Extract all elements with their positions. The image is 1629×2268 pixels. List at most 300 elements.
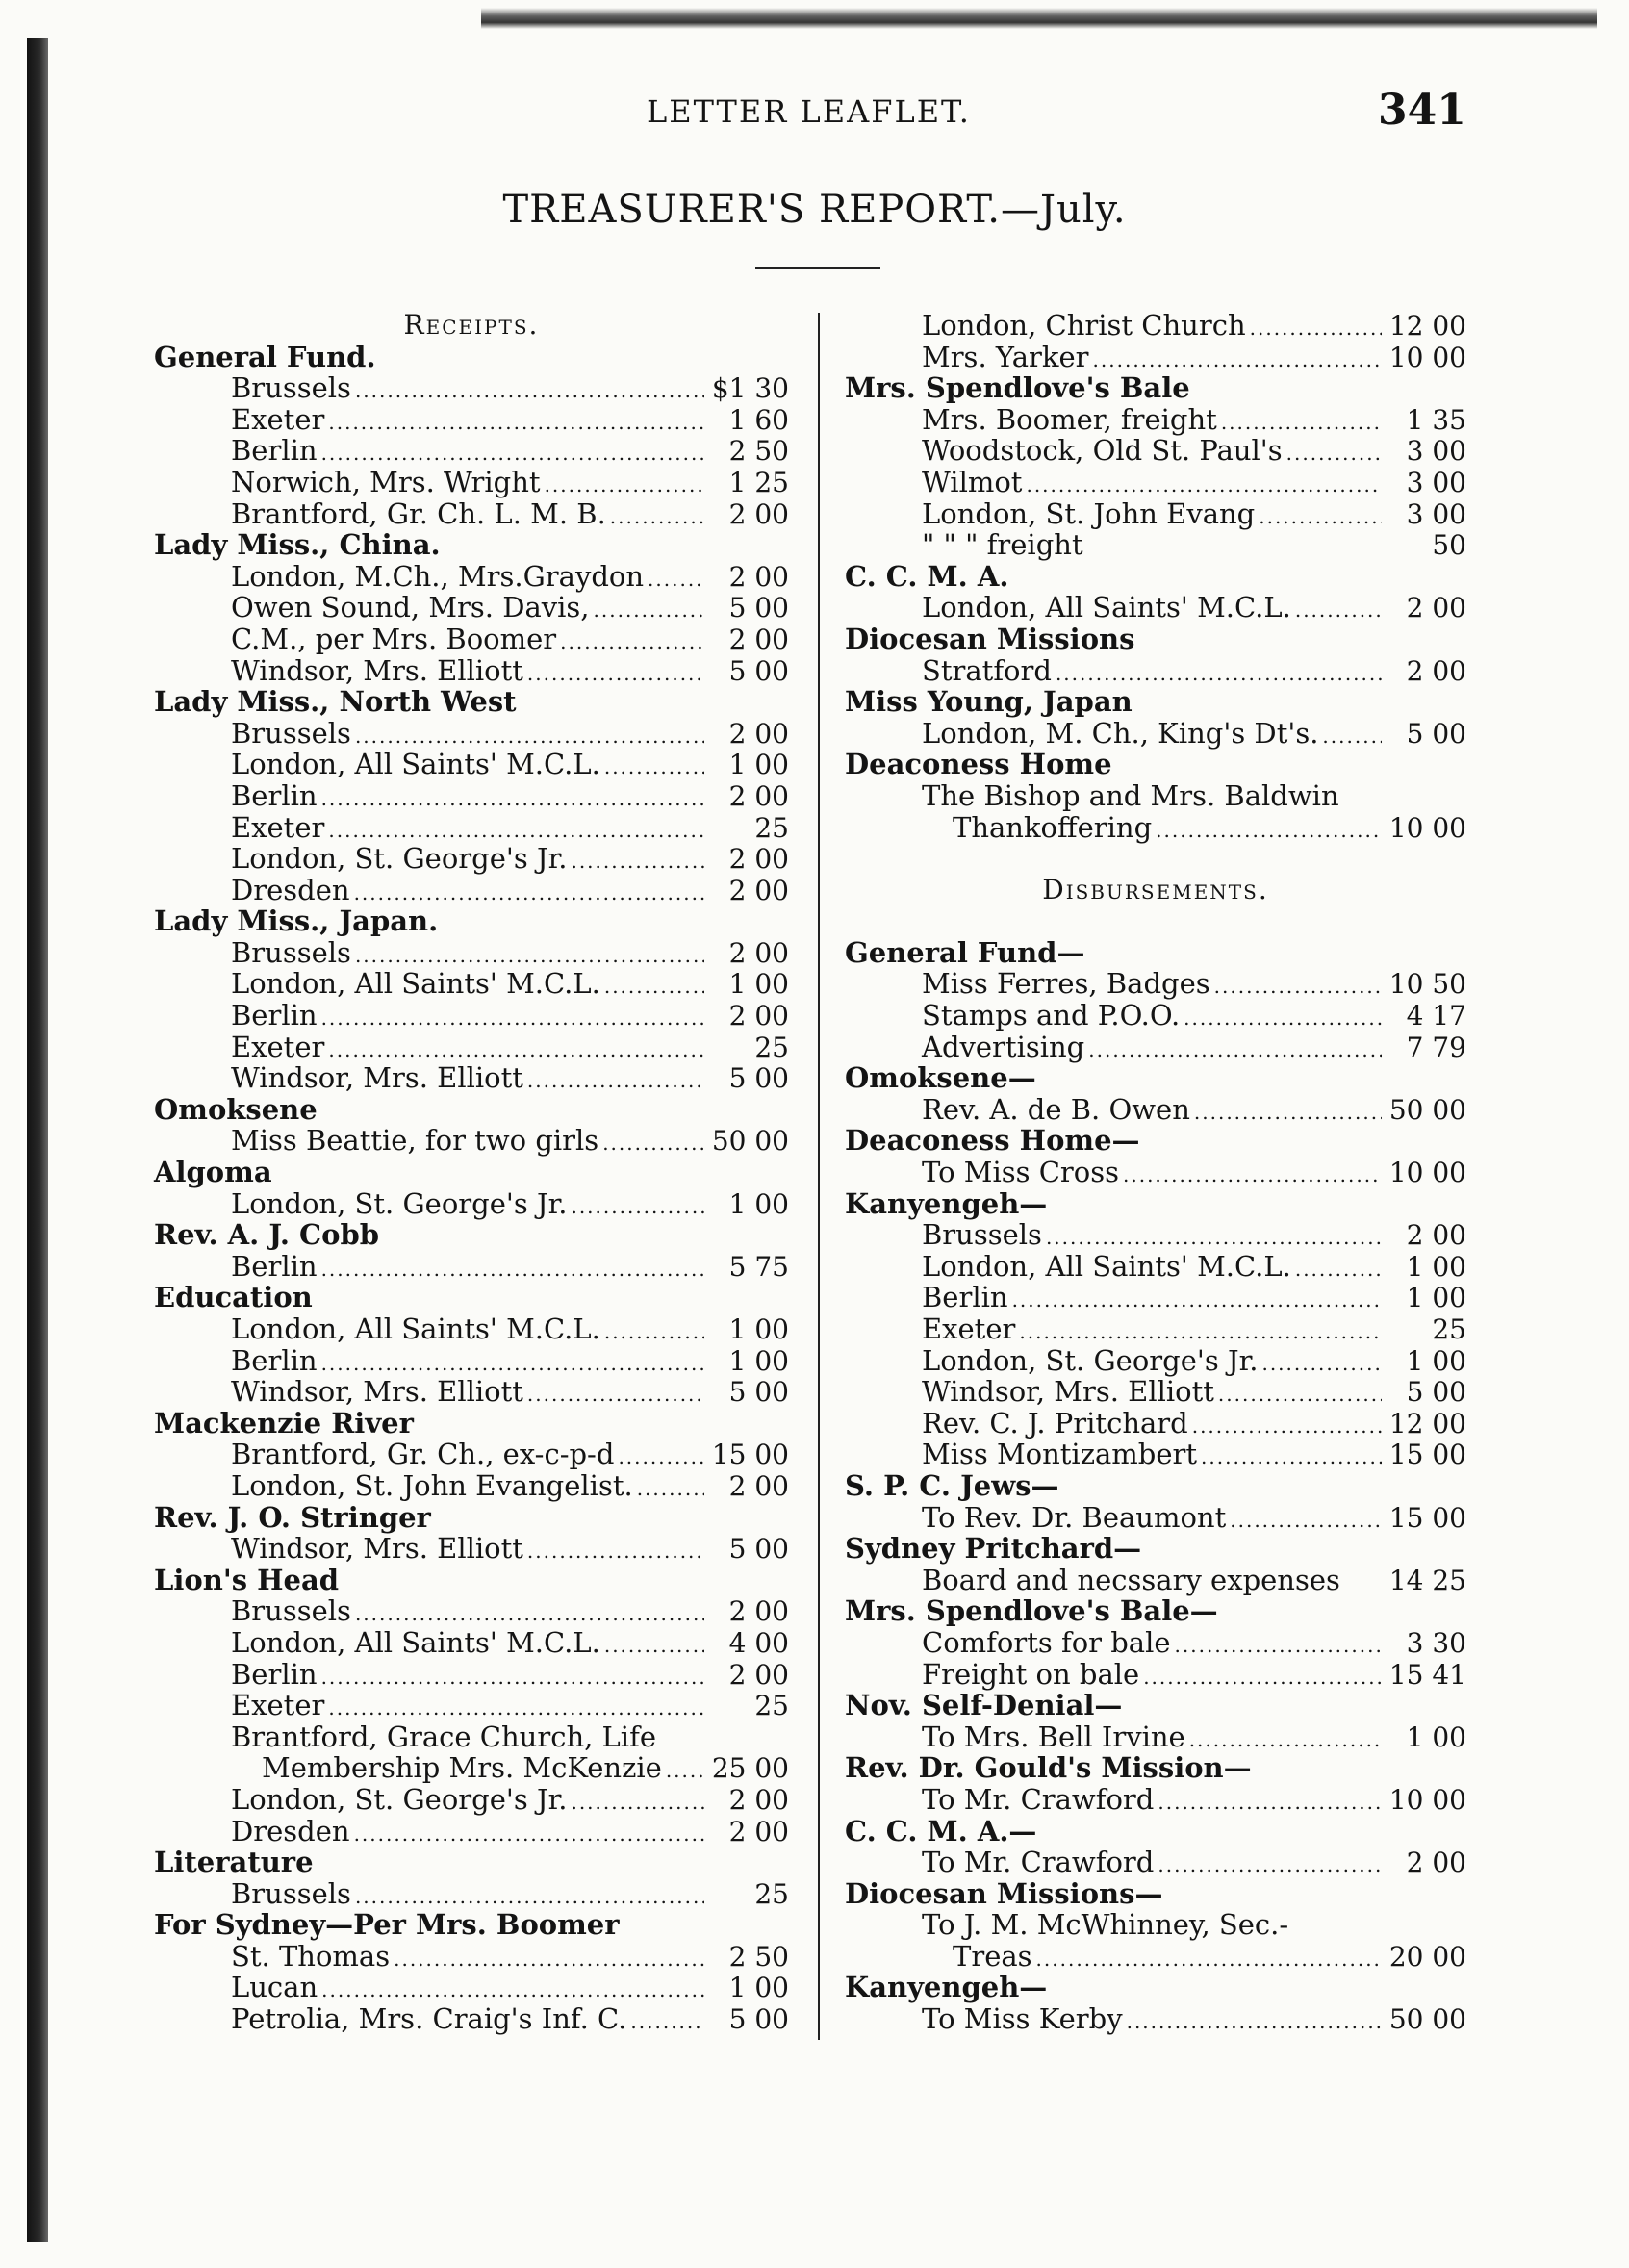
entry-amount: 50 00 — [711, 1125, 789, 1158]
dot-leader — [328, 1693, 704, 1724]
dot-leader — [648, 564, 704, 596]
entry-name: Berlin — [231, 434, 318, 468]
entry-name: Board and necssary expenses — [922, 1563, 1340, 1596]
entry-amount: 4 00 — [728, 1626, 789, 1659]
entry-name: Wilmot — [922, 465, 1023, 498]
ledger-entry — [845, 1721, 1466, 1753]
entry-name: London, M. Ch., King's Dt's. — [922, 716, 1319, 750]
fund-heading: Diocesan Missions— — [845, 1876, 1163, 1910]
entry-name: London, All Saints' M.C.L. — [231, 967, 600, 1001]
entry-amount: 1 00 — [728, 1344, 789, 1377]
entry-name: Exeter — [231, 810, 325, 844]
fund-heading: Deaconess Home — [845, 748, 1112, 781]
ledger-entry — [154, 592, 789, 624]
fund-heading: Rev. Dr. Gould's Mission— — [845, 1751, 1252, 1785]
dot-leader — [1214, 971, 1382, 1003]
fund-heading: Kanyengeh— — [845, 1186, 1048, 1220]
ledger-entry — [845, 1627, 1466, 1659]
section-heading: Receipts. — [403, 309, 540, 341]
dot-leader — [571, 1191, 704, 1223]
dot-leader — [666, 1755, 704, 1787]
entry-amount: 2 50 — [728, 435, 789, 468]
dot-leader — [527, 1065, 704, 1097]
fund-heading: Lady Miss., China. — [154, 528, 441, 562]
entry-text-line — [154, 1721, 789, 1753]
entry-amount: 2 00 — [728, 717, 789, 750]
dot-leader — [1250, 313, 1382, 344]
entry-name: London, All Saints' M.C.L. — [231, 748, 600, 781]
ledger-entry — [154, 1659, 789, 1691]
column-divider — [818, 313, 820, 2040]
ledger-entry — [845, 1659, 1466, 1691]
entry-name: Exeter — [231, 1030, 325, 1063]
dot-leader — [1295, 595, 1382, 626]
dot-leader — [545, 470, 704, 501]
running-head — [0, 86, 1629, 149]
dot-leader — [604, 1316, 704, 1348]
entry-amount: 15 00 — [1388, 1439, 1466, 1471]
continuation-column — [845, 310, 1466, 2035]
entry-name: Windsor, Mrs. Elliott — [922, 1375, 1214, 1409]
fund-heading: Omoksene— — [845, 1061, 1036, 1095]
scan-binding-edge — [27, 38, 48, 2242]
entry-amount: $1 30 — [711, 372, 789, 405]
ledger-entry — [845, 435, 1466, 467]
entry-amount: 2 00 — [728, 560, 789, 593]
dot-leader — [1194, 1097, 1382, 1129]
dot-leader — [321, 1254, 704, 1286]
ledger-entry — [154, 968, 789, 1000]
entry-amount: 15 00 — [711, 1439, 789, 1471]
entry-amount: 5 00 — [728, 1376, 789, 1409]
dot-leader — [1295, 1254, 1382, 1286]
entry-amount: 1 25 — [728, 466, 789, 498]
entry-amount: 10 00 — [1388, 341, 1466, 373]
dot-leader — [1156, 815, 1382, 847]
entry-amount: 2 00 — [728, 497, 789, 530]
ledger-entry — [154, 561, 789, 593]
fund-heading: Sydney Pritchard— — [845, 1532, 1142, 1566]
entry-amount: 5 00 — [1406, 717, 1466, 750]
entry-amount: 2 00 — [1406, 1219, 1466, 1252]
entry-name: To Mr. Crawford — [922, 1846, 1155, 1879]
entry-amount: 4 17 — [1406, 1000, 1466, 1032]
entry-name: Treas — [953, 1939, 1032, 1973]
ledger-entry — [154, 1345, 789, 1377]
ledger-entry — [845, 1345, 1466, 1377]
fund-heading: Algoma — [154, 1156, 272, 1189]
entry-name: Windsor, Mrs. Elliott — [231, 653, 523, 687]
entry-amount: 15 00 — [1388, 1501, 1466, 1534]
ledger-entry — [154, 749, 789, 780]
entry-name: Brussels — [231, 371, 351, 405]
ledger-entry — [845, 718, 1466, 750]
entry-amount: 20 00 — [1388, 1940, 1466, 1973]
dot-leader — [1192, 1411, 1382, 1442]
entry-name: Mrs. Yarker — [922, 340, 1089, 373]
dot-leader — [1123, 1159, 1382, 1191]
ledger-entry — [154, 1062, 789, 1094]
scan-top-edge — [481, 8, 1597, 29]
entry-name: London, All Saints' M.C.L. — [922, 1249, 1291, 1283]
ledger-entry — [845, 2003, 1466, 2035]
dot-leader — [321, 1003, 704, 1034]
ledger-entry — [154, 1878, 789, 1910]
fund-heading: Lion's Head — [154, 1563, 340, 1596]
ledger-entry — [845, 812, 1466, 844]
dot-leader — [1036, 1944, 1382, 1975]
entry-name: London, Christ Church — [922, 309, 1246, 342]
entry-amount: 2 00 — [728, 1000, 789, 1032]
entry-name: To Rev. Dr. Beaumont — [922, 1500, 1227, 1534]
entry-amount: 2 00 — [728, 623, 789, 655]
fund-heading: C. C. M. A. — [845, 559, 1009, 593]
section-heading: Disbursements. — [1042, 873, 1269, 905]
fund-heading: C. C. M. A.— — [845, 1814, 1037, 1848]
entry-name: St. Thomas — [231, 1939, 391, 1973]
entry-amount: 14 25 — [1388, 1564, 1466, 1596]
entry-name: Berlin — [231, 1249, 318, 1283]
entry-name: Windsor, Mrs. Elliott — [231, 1061, 523, 1095]
entry-name: Brantford, Grace Church, Life — [231, 1720, 656, 1753]
entry-name: Berlin — [922, 1281, 1008, 1314]
ledger-entry — [845, 310, 1466, 342]
entry-name: Advertising — [922, 1030, 1085, 1063]
dot-leader — [1012, 1285, 1382, 1316]
ledger-entry — [154, 404, 789, 436]
fund-heading: Miss Young, Japan — [845, 685, 1133, 719]
ledger-entry — [845, 1251, 1466, 1283]
ledger-entry — [845, 1784, 1466, 1816]
entry-name: Comforts for bale — [922, 1625, 1171, 1659]
entry-name: Exeter — [922, 1312, 1016, 1345]
ledger-entry — [845, 1847, 1466, 1878]
entry-amount: 1 00 — [728, 749, 789, 781]
fund-heading: General Fund. — [154, 340, 376, 373]
entry-amount: 3 00 — [1406, 466, 1466, 498]
ledger-entry — [154, 655, 789, 687]
entry-name: Brussels — [231, 935, 351, 969]
entry-name: C.M., per Mrs. Boomer — [231, 622, 557, 655]
fund-heading: Education — [154, 1281, 313, 1314]
spacer — [845, 905, 1466, 937]
entry-amount: 1 00 — [728, 968, 789, 1001]
entry-name: Windsor, Mrs. Elliott — [231, 1532, 523, 1566]
dot-leader — [321, 1662, 704, 1694]
fund-heading: General Fund— — [845, 935, 1085, 969]
ledger-entry — [154, 1188, 789, 1220]
entry-name: London, All Saints' M.C.L. — [231, 1625, 600, 1659]
entry-amount: 3 30 — [1406, 1626, 1466, 1659]
dot-leader — [354, 1819, 704, 1850]
dot-leader — [527, 658, 704, 690]
entry-amount: 1 00 — [728, 1187, 789, 1220]
ledger-entry — [845, 655, 1466, 687]
entry-amount: 1 00 — [1406, 1250, 1466, 1283]
entry-name: Rev. A. de B. Owen — [922, 1092, 1190, 1126]
entry-name: To Mr. Crawford — [922, 1782, 1155, 1816]
dot-leader — [1261, 1348, 1382, 1380]
entry-amount: 5 00 — [728, 2003, 789, 2036]
ledger-entry — [845, 1313, 1466, 1345]
entry-name: Membership Mrs. McKenzie — [262, 1751, 662, 1785]
dot-leader — [355, 375, 704, 407]
entry-amount: 3 00 — [1406, 497, 1466, 530]
fund-heading: Nov. Self-Denial— — [845, 1689, 1123, 1722]
entry-name: Stamps and P.O.O. — [922, 999, 1181, 1032]
ledger-entry — [154, 624, 789, 655]
entry-amount: 5 00 — [728, 1533, 789, 1566]
entry-amount: 2 00 — [728, 936, 789, 969]
entry-amount: 1 00 — [1406, 1720, 1466, 1753]
fund-heading: For Sydney—Per Mrs. Boomer — [154, 1908, 620, 1942]
entry-amount: 25 — [754, 1031, 789, 1063]
ledger-entry — [154, 435, 789, 467]
ledger-entry — [154, 812, 789, 844]
ledger-entry — [154, 1816, 789, 1848]
fund-heading: Diocesan Missions — [845, 622, 1135, 655]
entry-text-line — [845, 1909, 1466, 1941]
dot-leader — [1259, 501, 1382, 533]
fund-heading: Omoksene — [154, 1092, 318, 1126]
page-number: 341 — [1378, 86, 1466, 135]
ledger-entry — [154, 1972, 789, 2003]
entry-name: London, M.Ch., Mrs.Graydon — [231, 559, 645, 593]
entry-name: Mrs. Boomer, freight — [922, 402, 1217, 436]
ledger-entry — [845, 1565, 1466, 1596]
ledger-entry — [845, 529, 1466, 561]
ledger-entry — [154, 1752, 789, 1784]
dot-leader — [1158, 1787, 1382, 1819]
spacer — [845, 843, 1466, 875]
dot-leader — [1175, 1630, 1382, 1662]
dot-leader — [321, 783, 704, 815]
entry-amount: 12 00 — [1388, 1407, 1466, 1440]
entry-amount: 2 00 — [728, 1815, 789, 1848]
ledger-entry — [845, 1408, 1466, 1440]
fund-heading: Rev. J. O. Stringer — [154, 1500, 431, 1534]
ledger-entry — [154, 1032, 789, 1063]
fund-heading: Lady Miss., Japan. — [154, 905, 439, 938]
entry-amount: 5 00 — [728, 1062, 789, 1095]
entry-name: Lucan — [231, 1971, 318, 2004]
entry-amount: 1 35 — [1406, 403, 1466, 436]
ledger-entry — [154, 1125, 789, 1157]
entry-amount: 25 — [754, 811, 789, 844]
ledger-entry — [154, 1313, 789, 1345]
ledger-entry — [845, 1502, 1466, 1534]
ledger-entry — [845, 1032, 1466, 1063]
entry-amount: 2 00 — [728, 843, 789, 876]
entry-name: To Miss Kerby — [922, 2002, 1123, 2036]
entry-name: Brussels — [231, 1876, 351, 1910]
entry-amount: 1 00 — [1406, 1344, 1466, 1377]
fund-heading: Mrs. Spendlove's Bale— — [845, 1594, 1218, 1628]
entry-name: The Bishop and Mrs. Baldwin — [922, 778, 1339, 812]
entry-name: Berlin — [231, 999, 318, 1032]
fund-heading: Kanyengeh— — [845, 1971, 1048, 2004]
entry-amount: 15 41 — [1388, 1658, 1466, 1691]
entry-amount: 1 00 — [728, 1313, 789, 1345]
ledger-entry — [845, 1094, 1466, 1126]
ledger-entry — [154, 1533, 789, 1565]
dot-leader — [1218, 1379, 1382, 1411]
ledger-entry — [154, 498, 789, 530]
entry-name: Rev. C. J. Pritchard — [922, 1406, 1188, 1440]
entry-amount: 25 00 — [711, 1752, 789, 1785]
entry-amount: 25 — [1432, 1313, 1466, 1345]
ledger-entry — [154, 937, 789, 969]
ledger-entry — [154, 1251, 789, 1283]
dot-leader — [1322, 721, 1382, 752]
entry-name: Exeter — [231, 402, 325, 436]
ledger-entry — [154, 718, 789, 750]
ledger-entry — [845, 968, 1466, 1000]
entry-amount: 2 00 — [728, 1658, 789, 1691]
dot-leader — [1158, 1849, 1382, 1881]
entry-name: London, St. George's Jr. — [231, 1782, 568, 1816]
entry-amount: 2 00 — [1406, 654, 1466, 687]
dot-leader — [602, 1128, 704, 1159]
entry-amount: 3 00 — [1406, 435, 1466, 468]
entry-name: Brussels — [231, 1594, 351, 1628]
ledger-entry — [845, 1376, 1466, 1408]
entry-name: To Miss Cross — [922, 1156, 1119, 1189]
entry-name: Stratford — [922, 653, 1052, 687]
entry-name: London, All Saints' M.C.L. — [922, 591, 1291, 624]
entry-amount: 1 60 — [728, 403, 789, 436]
dot-leader — [1088, 1034, 1382, 1066]
entry-name: Berlin — [231, 1343, 318, 1377]
dot-leader — [1046, 1222, 1382, 1254]
entry-amount: 2 00 — [728, 1469, 789, 1502]
entry-name: London, St. John Evang — [922, 497, 1256, 530]
entry-name: London, All Saints' M.C.L. — [231, 1312, 600, 1345]
ledger-entry — [154, 1627, 789, 1659]
ledger-entry — [845, 342, 1466, 373]
ledger-entry — [845, 498, 1466, 530]
entry-amount: 2 00 — [728, 874, 789, 906]
entry-name: Brantford, Gr. Ch., ex-c-p-d — [231, 1438, 615, 1471]
ledger-entry — [845, 467, 1466, 498]
dot-leader — [571, 846, 704, 878]
entry-amount: 10 50 — [1388, 968, 1466, 1001]
ledger-entry — [154, 1376, 789, 1408]
entry-amount: 2 00 — [728, 1783, 789, 1816]
ledger-entry — [154, 780, 789, 812]
entry-amount: 2 50 — [728, 1940, 789, 1973]
fund-heading: Rev. A. J. Cobb — [154, 1218, 380, 1252]
running-title: LETTER LEAFLET. — [647, 93, 971, 130]
entry-name: London, St. George's Jr. — [922, 1343, 1259, 1377]
entry-amount: 2 00 — [728, 1595, 789, 1628]
ledger-entry — [845, 1941, 1466, 1973]
ledger-entry — [154, 1595, 789, 1627]
ledger-entry — [845, 1439, 1466, 1470]
entry-name: Dresden — [231, 873, 350, 906]
entry-name: Berlin — [231, 1657, 318, 1691]
ledger-entry — [154, 2003, 789, 2035]
entry-name: Brussels — [922, 1218, 1042, 1252]
entry-amount: 2 00 — [1406, 1847, 1466, 1879]
dot-leader — [527, 1536, 704, 1567]
dot-leader — [1026, 470, 1382, 501]
entry-amount: 10 00 — [1388, 1157, 1466, 1189]
dot-leader — [328, 407, 704, 439]
entry-name: Owen Sound, Mrs. Davis, — [231, 591, 590, 624]
entry-name: Brantford, Gr. Ch. L. M. B. — [231, 497, 606, 530]
dot-leader — [637, 1473, 704, 1505]
entry-amount: 2 00 — [1406, 592, 1466, 624]
ledger-entry — [154, 1784, 789, 1816]
ledger-entry — [154, 1690, 789, 1721]
ledger-entry — [154, 843, 789, 875]
entry-name: Miss Beattie, for two girls — [231, 1124, 599, 1158]
entry-amount: 12 00 — [1388, 310, 1466, 342]
dot-leader — [560, 626, 704, 658]
entry-amount: 7 79 — [1406, 1031, 1466, 1063]
entry-amount: 50 00 — [1388, 2003, 1466, 2036]
entry-name: Brussels — [231, 716, 351, 750]
dot-leader — [394, 1944, 704, 1975]
ledger-entry — [845, 404, 1466, 436]
fund-heading: Mrs. Spendlove's Bale — [845, 371, 1190, 405]
entry-amount: 1 00 — [728, 1972, 789, 2004]
fund-heading: Literature — [154, 1846, 314, 1879]
dot-leader — [1019, 1316, 1382, 1348]
ledger-entry — [154, 372, 789, 404]
dot-leader — [604, 971, 704, 1003]
dot-leader — [527, 1379, 704, 1411]
entry-name: Miss Ferres, Badges — [922, 967, 1210, 1001]
dot-leader — [630, 2006, 704, 2038]
receipts-column — [154, 310, 789, 2035]
fund-heading: Lady Miss., North West — [154, 685, 517, 719]
entry-name: London, St. George's Jr. — [231, 842, 568, 876]
entry-name: London, St. John Evangelist. — [231, 1468, 633, 1502]
fund-heading: Deaconess Home— — [845, 1124, 1140, 1158]
entry-name: Norwich, Mrs. Wright — [231, 465, 541, 498]
entry-name: Woodstock, Old St. Paul's — [922, 434, 1283, 468]
entry-name: " " " freight — [922, 528, 1083, 562]
entry-amount: 50 — [1432, 529, 1466, 562]
fund-heading: Mackenzie River — [154, 1406, 414, 1440]
entry-amount: 1 00 — [1406, 1282, 1466, 1314]
ledger-entry — [154, 1439, 789, 1470]
ledger-entry — [154, 467, 789, 498]
entry-amount: 25 — [754, 1690, 789, 1722]
entry-name: London, St. George's Jr. — [231, 1186, 568, 1220]
entry-amount: 50 00 — [1388, 1093, 1466, 1126]
ledger-entry — [845, 1219, 1466, 1251]
entry-name: Freight on bale — [922, 1657, 1140, 1691]
ledger-entry — [845, 1157, 1466, 1188]
dot-leader — [604, 1630, 704, 1662]
dot-leader — [571, 1787, 704, 1819]
fund-heading: S. P. C. Jews— — [845, 1468, 1059, 1502]
dot-leader — [1286, 438, 1382, 470]
dot-leader — [1230, 1505, 1382, 1537]
dot-leader — [1201, 1441, 1382, 1473]
entry-amount: 2 00 — [728, 779, 789, 812]
dot-leader — [604, 752, 704, 783]
ledger-entry — [845, 1282, 1466, 1313]
ledger-entry — [154, 1941, 789, 1973]
entry-name: Berlin — [231, 778, 318, 812]
entry-text-line — [845, 780, 1466, 812]
ledger-entry — [845, 1000, 1466, 1032]
dot-leader — [1143, 1662, 1382, 1694]
